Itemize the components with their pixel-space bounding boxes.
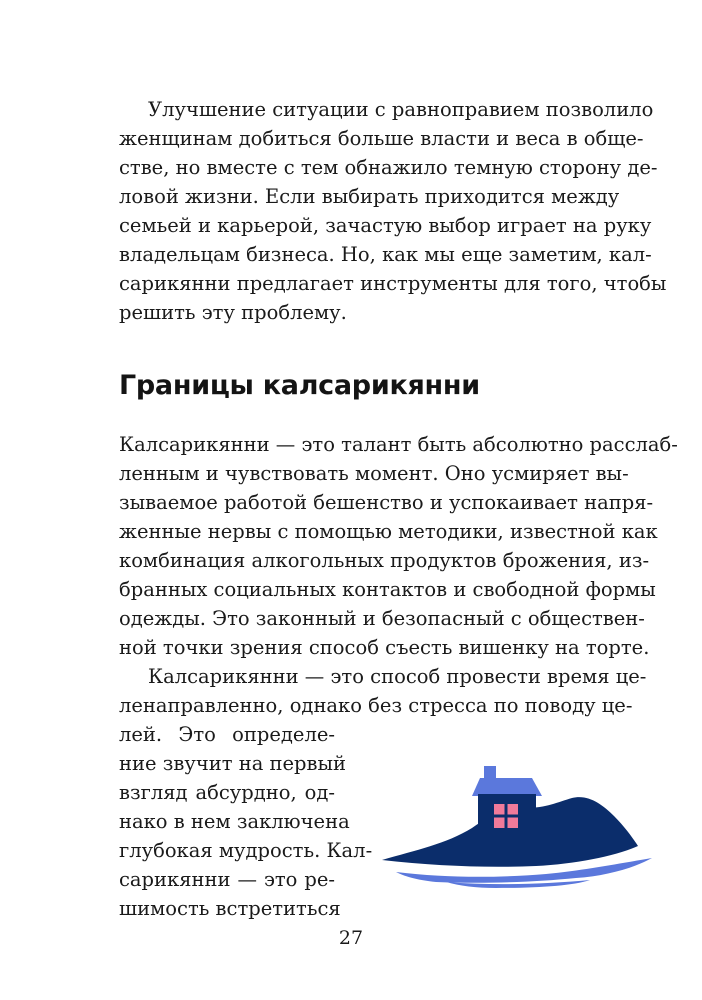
text-line: ние звучит на первый (119, 752, 347, 775)
text-line: Калсарикянни — это способ провести время це- (148, 665, 647, 688)
text-line: комбинация алкогольных продуктов брожения, из- (119, 549, 650, 572)
text-line: Улучшение ситуации с равноправием позволило (148, 98, 654, 121)
text-line: ленаправленно, однако без стресса по поводу це- (119, 694, 633, 717)
roof (472, 778, 542, 796)
text-line: зываемое работой бешенство и успокаивает напря- (119, 491, 654, 514)
section-heading: Границы калсарикянни (119, 370, 480, 401)
text-line: сарикянни предлагает инструменты для того, чтобы (119, 272, 667, 295)
page-number: 27 (338, 927, 364, 949)
house-on-island-icon (376, 764, 658, 888)
text-line: нако в нем заключена (119, 810, 350, 833)
text-line: взгляд абсурдно, од- (119, 781, 335, 804)
window (494, 804, 518, 828)
text-line: одежды. Это законный и безопасный с обществен- (119, 607, 645, 630)
text-line: Калсарикянни — это талант быть абсолютно расслаб- (119, 433, 678, 456)
text-line: владельцам бизнеса. Но, как мы еще заметим, кал- (119, 243, 652, 266)
text-line: решить эту проблему. (119, 301, 347, 324)
text-line: женные нервы с помощью методики, известной как (119, 520, 658, 543)
text-line: лей. Это определе- (119, 723, 335, 746)
text-line: ленным и чувствовать момент. Оно усмиряет вы- (119, 462, 629, 485)
text-line: ной точки зрения способ съесть вишенку на торте. (119, 636, 650, 659)
text-line: бранных социальных контактов и свободной формы (119, 578, 656, 601)
text-line: стве, но вместе с тем обнажило темную сторону де- (119, 156, 658, 179)
text-line: ловой жизни. Если выбирать приходится между (119, 185, 620, 208)
text-line: шимость встретиться (119, 897, 341, 920)
text-line: женщинам добиться больше власти и веса в обще- (119, 127, 644, 150)
text-line: сарикянни — это ре- (119, 868, 335, 891)
text-line: глубокая мудрость. Кал- (119, 839, 373, 862)
text-line: семьей и карьерой, зачастую выбор играет на руку (119, 214, 652, 237)
